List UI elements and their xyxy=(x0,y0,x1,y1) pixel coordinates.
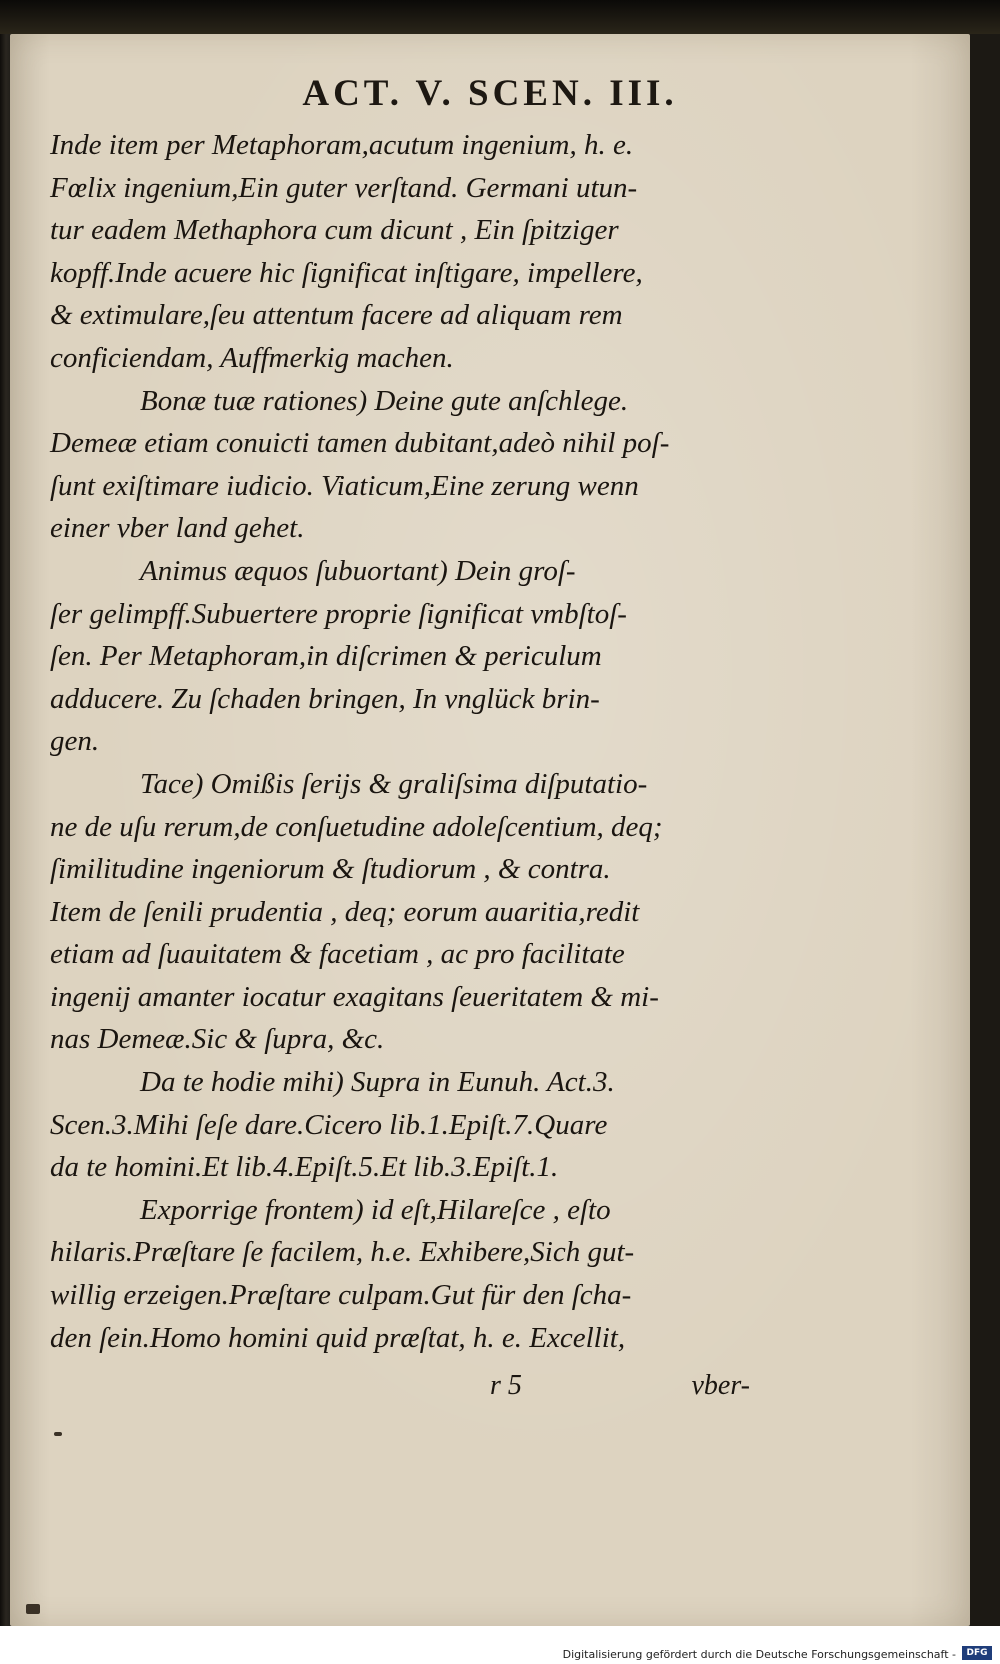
text-line-lemma: Tace) Omißis ſerijs & graliſsima diſputatio- xyxy=(140,767,648,800)
text-line-lemma: Bonæ tuæ rationes) Deine gute anſchlege. xyxy=(140,384,629,417)
text-line: nas Demeæ.Sic & ſupra, &c. xyxy=(50,1023,385,1056)
signature-mark: r 5 xyxy=(490,1370,522,1401)
text-line: ſunt exiſtimare iudicio. Viaticum,Eine zerung wenn xyxy=(50,469,639,502)
text-line: ne de uſu rerum,de conſuetudine adoleſcentium, deq; xyxy=(50,810,663,843)
digitization-credit: Digitalisierung gefördert durch die Deutsche Forschungsgemeinschaft - xyxy=(562,1648,956,1661)
text-line: Item de ſenili prudentia , deq; eorum auaritia,redit xyxy=(50,895,640,928)
ink-speck xyxy=(54,1432,62,1436)
scan-top-edge xyxy=(0,0,1000,34)
text-line: etiam ad ſuauitatem & facetiam , ac pro facilitate xyxy=(50,938,625,971)
text-line: ſer gelimpff.Subuertere proprie ſignificat vmbſtoſ- xyxy=(50,597,627,630)
text-line-lemma: Da te hodie mihi) Supra in Eunuh. Act.3. xyxy=(140,1066,615,1099)
text-line: ſimilitudine ingeniorum & ſtudiorum , & contra. xyxy=(50,853,611,886)
text-line-lemma: Exporrige frontem) id eſt,Hilareſce , eſto xyxy=(140,1193,611,1226)
text-line: hilaris.Præſtare ſe facilem, h.e. Exhibere,Sich gut- xyxy=(50,1236,635,1269)
dfg-logo: DFG xyxy=(962,1646,992,1660)
text-line: & extimulare,ſeu attentum facere ad aliquam rem xyxy=(50,299,623,332)
text-line: Fœlix ingenium,Ein guter verſtand. Germani utun- xyxy=(50,171,638,204)
text-line: Demeæ etiam conuicti tamen dubitant,adeò nihil poſ- xyxy=(50,427,670,460)
page-body xyxy=(50,124,750,1359)
text-line-lemma: Animus æquos ſubuortant) Dein groſ- xyxy=(140,554,576,587)
book-page xyxy=(10,34,970,1626)
running-header: ACT. V. SCEN. III. xyxy=(302,73,678,114)
ink-speck xyxy=(26,1604,40,1614)
text-line: gen. xyxy=(50,725,100,758)
catchword: vber- xyxy=(691,1370,750,1401)
text-line: ſen. Per Metaphoram,in diſcrimen & periculum xyxy=(50,640,602,673)
text-line: einer vber land gehet. xyxy=(50,512,305,545)
text-line: ingenij amanter iocatur exagitans ſeueritatem & mi- xyxy=(50,980,659,1013)
text-line: adducere. Zu ſchaden bringen, In vnglück brin- xyxy=(50,682,600,715)
text-line: willig erzeigen.Præſtare culpam.Gut für den ſcha- xyxy=(50,1279,632,1312)
text-line: tur eadem Methaphora cum dicunt , Ein ſpitziger xyxy=(50,214,619,247)
text-line: kopff.Inde acuere hic ſignificat inſtigare, impellere, xyxy=(50,256,643,289)
text-line: Scen.3.Mihi ſeſe dare.Cicero lib.1.Epiſt.7.Quare xyxy=(50,1108,608,1141)
text-line: da te homini.Et lib.4.Epiſt.5.Et lib.3.Epiſt.1. xyxy=(50,1151,559,1184)
text-line: Inde item per Metaphoram,acutum ingenium, h. e. xyxy=(50,129,634,161)
text-line: den ſein.Homo homini quid præſtat, h. e. Excellit, xyxy=(50,1321,626,1354)
text-line: conficiendam, Auffmerkig machen. xyxy=(50,341,454,374)
